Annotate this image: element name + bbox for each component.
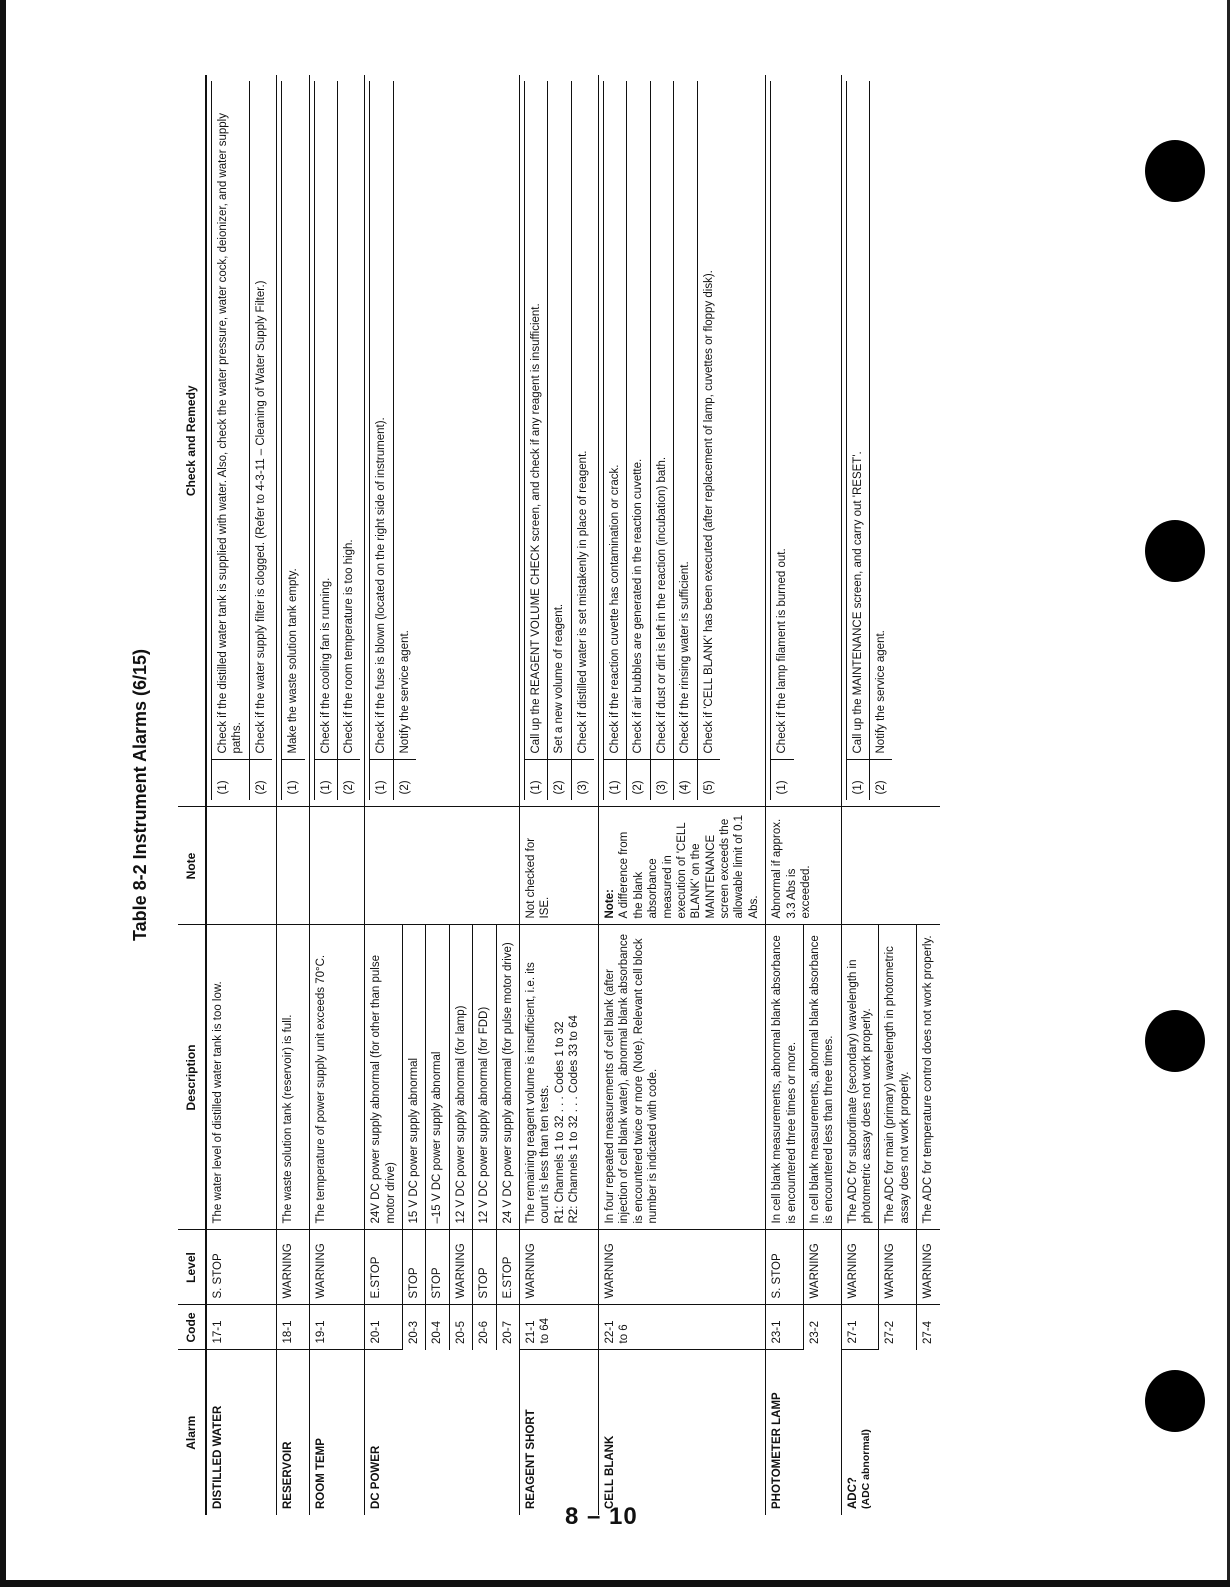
- description-cell: [917, 925, 940, 1230]
- remedy-list: [524, 81, 594, 801]
- table-row: [519, 75, 598, 1515]
- remedy-item: [846, 81, 869, 801]
- note-cell: [599, 807, 766, 925]
- note-cell: [365, 807, 520, 925]
- note-cell: [277, 807, 309, 925]
- alarm-code: 20-4: [431, 1320, 444, 1344]
- code-cell: [206, 1305, 277, 1350]
- alarm-cell: [277, 1350, 309, 1515]
- alarm-table-body: [206, 75, 940, 1515]
- alarm-subname: (ADC abnormal): [860, 1429, 872, 1509]
- note-cell: [519, 807, 598, 925]
- description-line: R2: Channels 1 to 32 . . . Codes 33 to 64: [568, 1015, 580, 1224]
- remedy-number: (1): [370, 760, 393, 801]
- description-cell: [206, 925, 277, 1230]
- alarm-description: The remaining reagent volume is insufficient, i.e. its count is less than ten tests.: [524, 962, 552, 1224]
- remedy-number: (5): [697, 760, 720, 801]
- note-cell: [206, 807, 277, 925]
- remedy-item: [212, 81, 250, 801]
- alarm-level: STOP: [478, 1267, 491, 1299]
- remedy-text: Set a new volume of reagent.: [548, 81, 571, 760]
- level-cell: [365, 1230, 403, 1305]
- alarm-description: The ADC for temperature control does not work properly.: [922, 935, 935, 1224]
- code-cell: [277, 1305, 309, 1350]
- code-cell: [309, 1305, 365, 1350]
- alarm-description: In cell blank measurements, abnormal blank absorbance is encountered less than three times.: [808, 935, 836, 1224]
- table-title: Table 8-2 Instrument Alarms (6/15): [130, 648, 150, 942]
- alarm-description: 12 V DC power supply abnormal (for lamp): [454, 1005, 467, 1224]
- table-row: [766, 75, 804, 1515]
- level-cell: [403, 1230, 426, 1305]
- remedy-number: (1): [604, 760, 627, 801]
- code-cell: [917, 1305, 940, 1350]
- page-number: 8 – 10: [565, 1503, 638, 1530]
- description-cell: [841, 925, 879, 1230]
- remedy-number: (1): [846, 760, 869, 801]
- alarm-description: 24 V DC power supply abnormal (for pulse motor drive): [501, 942, 514, 1224]
- alarm-cell: [599, 1350, 766, 1515]
- alarm-level: WARNING: [604, 1243, 616, 1299]
- remedy-cell: [599, 75, 766, 807]
- alarm-name: PHOTOMETER LAMP: [771, 1392, 784, 1509]
- remedy-cell: [309, 75, 365, 807]
- remedy-text: Check if air bubbles are generated in the reaction cuvette.: [627, 81, 650, 760]
- alarm-code: 20-1: [370, 1320, 383, 1344]
- remedy-text: Check if the lamp filament is burned out.: [771, 81, 794, 760]
- remedy-number: (1): [771, 760, 794, 801]
- alarm-description: The waste solution tank (reservoir) is full.: [282, 1014, 295, 1224]
- description-cell: [473, 925, 496, 1230]
- remedy-item: [393, 81, 416, 801]
- alarm-code: 20-5: [454, 1320, 467, 1344]
- note-text: Abnormal if approx. 3.3 Abs is exceeded.: [771, 818, 812, 919]
- header-code: Code: [178, 1305, 206, 1350]
- binder-hole-4: [1145, 1370, 1205, 1432]
- alarm-level: WARNING: [282, 1243, 295, 1299]
- header-level: Level: [178, 1230, 206, 1305]
- remedy-cell: [766, 75, 842, 807]
- remedy-number: (2): [249, 760, 272, 801]
- level-cell: [599, 1230, 766, 1305]
- remedy-item: [370, 81, 393, 801]
- level-cell: [519, 1230, 598, 1305]
- remedy-text: Make the waste solution tank empty.: [282, 81, 305, 760]
- description-line: R1: Channels 1 to 32 . . . Codes 1 to 32: [553, 1021, 566, 1224]
- table-header-row: [178, 75, 206, 1515]
- remedy-item: [249, 81, 272, 801]
- note-text: A difference from the blank absorbance measured in execution of 'CELL BLANK' on the MAINTENANCE screen exceeds the allowable limit of 0.1 Abs.: [618, 814, 760, 919]
- remedy-number: (2): [627, 760, 650, 801]
- alarm-code: 27-2: [884, 1320, 897, 1344]
- alarm-code: 22-1 to 6: [604, 1320, 631, 1344]
- level-cell: [426, 1230, 449, 1305]
- level-cell: [206, 1230, 277, 1305]
- alarm-name: REAGENT SHORT: [524, 1409, 537, 1509]
- remedy-item: [282, 81, 305, 801]
- level-cell: [841, 1230, 879, 1305]
- alarm-cell: [206, 1350, 277, 1515]
- alarm-level: WARNING: [846, 1243, 859, 1299]
- remedy-item: [314, 81, 337, 801]
- alarm-cell: [365, 1350, 520, 1515]
- note-cell: [841, 807, 939, 925]
- alarm-name: ROOM TEMP: [314, 1438, 327, 1509]
- level-cell: [309, 1230, 365, 1305]
- remedy-number: (2): [337, 760, 360, 801]
- remedy-number: (1): [282, 760, 305, 801]
- alarm-level: WARNING: [922, 1243, 935, 1299]
- code-cell: [449, 1305, 472, 1350]
- level-cell: [917, 1230, 940, 1305]
- alarm-code: 23-2: [808, 1320, 821, 1344]
- remedy-text: Call up the REAGENT VOLUME CHECK screen, and check if any reagent is insufficient.: [524, 81, 547, 760]
- alarm-level: STOP: [431, 1267, 444, 1299]
- remedy-list: [770, 81, 793, 801]
- remedy-cell: [841, 75, 939, 807]
- code-cell: [365, 1305, 403, 1350]
- level-cell: [496, 1230, 519, 1305]
- code-cell: [496, 1305, 519, 1350]
- alarm-code: 20-7: [501, 1320, 514, 1344]
- alarm-code: 23-1: [771, 1320, 784, 1344]
- level-cell: [803, 1230, 841, 1305]
- alarm-level: WARNING: [524, 1243, 537, 1299]
- remedy-text: Check if the rinsing water is sufficient.: [674, 81, 697, 760]
- remedy-item: [870, 81, 893, 801]
- alarm-code: 27-1: [846, 1320, 859, 1344]
- remedy-item: [604, 81, 627, 801]
- remedy-text: Notify the service agent.: [393, 81, 416, 760]
- alarm-description: The ADC for subordinate (secondary) wavelength in photometric assay does not work properly.: [846, 959, 873, 1224]
- header-check-and-remedy: Check and Remedy: [178, 75, 206, 807]
- remedy-item: [571, 81, 594, 801]
- description-cell: [803, 925, 841, 1230]
- remedy-number: (3): [571, 760, 594, 801]
- binder-hole-3: [1145, 1010, 1205, 1072]
- table-row: [309, 75, 365, 1515]
- note-cell: [766, 807, 842, 925]
- description-cell: [449, 925, 472, 1230]
- remedy-item: [627, 81, 650, 801]
- alarm-level: E.STOP: [370, 1256, 383, 1299]
- alarm-cell: [766, 1350, 842, 1515]
- alarm-code: 18-1: [282, 1320, 295, 1344]
- remedy-text: Notify the service agent.: [870, 81, 893, 760]
- header-note: Note: [178, 807, 206, 925]
- remedy-item: [650, 81, 673, 801]
- remedy-text: Check if the reaction cuvette has contamination or crack.: [604, 81, 627, 760]
- alarm-description: The temperature of power supply unit exceeds 70°C.: [314, 954, 327, 1224]
- note-cell: [309, 807, 365, 925]
- alarm-name: DISTILLED WATER: [212, 1405, 224, 1509]
- table-row: [206, 75, 277, 1515]
- remedy-number: (2): [870, 760, 893, 801]
- code-cell: [879, 1305, 917, 1350]
- remedy-cell: [519, 75, 598, 807]
- level-cell: [473, 1230, 496, 1305]
- remedy-cell: [277, 75, 309, 807]
- remedy-number: (4): [674, 760, 697, 801]
- alarm-code: 20-3: [408, 1320, 420, 1344]
- remedy-list: [846, 81, 893, 801]
- remedy-number: (3): [650, 760, 673, 801]
- scan-edge-left: [0, 0, 6, 1587]
- table-row: [599, 75, 766, 1515]
- code-cell: [841, 1305, 879, 1350]
- level-cell: [449, 1230, 472, 1305]
- remedy-number: (2): [548, 760, 571, 801]
- table-row: [841, 75, 879, 1515]
- description-cell: [519, 925, 598, 1230]
- alarm-code: 19-1: [314, 1320, 327, 1344]
- remedy-text: Check if 'CELL BLANK' has been executed (after replacement of lamp, cuvettes or floppy disk).: [697, 81, 720, 760]
- alarm-name: RESERVOIR: [282, 1441, 295, 1509]
- remedy-item: [524, 81, 547, 801]
- alarm-level: WARNING: [808, 1243, 821, 1299]
- alarm-description: –15 V DC power supply abnormal: [431, 1051, 444, 1224]
- table-row: [277, 75, 309, 1515]
- description-cell: [426, 925, 449, 1230]
- alarm-description: 24V DC power supply abnormal (for other than pulse motor drive): [370, 955, 397, 1224]
- code-cell: [473, 1305, 496, 1350]
- description-cell: [277, 925, 309, 1230]
- alarm-level: S. STOP: [212, 1253, 224, 1299]
- remedy-text: Check if the distilled water tank is supplied with water. Also, check the water pressure, water cock, deionizer, and water supply paths.: [212, 81, 250, 760]
- remedy-cell: [206, 75, 277, 807]
- alarm-code: 27-4: [922, 1320, 935, 1344]
- level-cell: [879, 1230, 917, 1305]
- header-alarm: Alarm: [178, 1350, 206, 1515]
- remedy-text: Check if the water supply filter is clogged. (Refer to 4-3-11 – Cleaning of Water Supply Filter.): [249, 81, 272, 760]
- remedy-text: Call up the MAINTENANCE screen, and carry out 'RESET'.: [846, 81, 869, 760]
- remedy-list: [211, 81, 272, 801]
- alarm-description: 15 V DC power supply abnormal: [408, 1057, 420, 1224]
- alarm-code: 21-1 to 64: [524, 1317, 552, 1344]
- description-cell: [365, 925, 403, 1230]
- alarm-description: In four repeated measurements of cell blank (after injection of cell blank water), abnormal blank absorbance is encountered twice or more (Note). Relevant cell block number is indicated with code.: [604, 933, 660, 1224]
- alarm-description: The water level of distilled water tank is too low.: [212, 981, 224, 1224]
- remedy-list: [603, 81, 720, 801]
- level-cell: [766, 1230, 804, 1305]
- alarm-cell: [841, 1350, 939, 1515]
- code-cell: [426, 1305, 449, 1350]
- remedy-item: [674, 81, 697, 801]
- description-cell: [599, 925, 766, 1230]
- description-cell: [766, 925, 804, 1230]
- alarm-cell: [519, 1350, 598, 1515]
- table-row: [365, 75, 403, 1515]
- code-cell: [403, 1305, 426, 1350]
- alarm-cell: [309, 1350, 365, 1515]
- remedy-number: (1): [524, 760, 547, 801]
- alarm-level: WARNING: [314, 1243, 327, 1299]
- code-cell: [519, 1305, 598, 1350]
- remedy-item: [771, 81, 794, 801]
- remedy-text: Check if the fuse is blown (located on the right side of instrument).: [370, 81, 393, 760]
- remedy-list: [369, 81, 416, 801]
- code-cell: [766, 1305, 804, 1350]
- alarm-name: CELL BLANK: [604, 1435, 616, 1509]
- description-cell: [309, 925, 365, 1230]
- alarm-level: S. STOP: [771, 1253, 784, 1299]
- alarm-level: STOP: [408, 1267, 420, 1299]
- remedy-text: Check if dust or dirt is left in the reaction (incubation) bath.: [650, 81, 673, 760]
- level-cell: [277, 1230, 309, 1305]
- description-cell: [403, 925, 426, 1230]
- remedy-number: (2): [393, 760, 416, 801]
- rotated-table-page: [120, 75, 1080, 1515]
- remedy-text: Check if the room temperature is too high.: [337, 81, 360, 760]
- remedy-list: [281, 81, 304, 801]
- note-heading: Note:: [604, 889, 616, 919]
- code-cell: [599, 1305, 766, 1350]
- alarm-name: ADC?: [846, 1477, 859, 1509]
- remedy-text: Check if the cooling fan is running.: [314, 81, 337, 760]
- alarm-table: [178, 75, 940, 1515]
- remedy-item: [548, 81, 571, 801]
- alarm-code: 20-6: [478, 1320, 491, 1344]
- remedy-item: [697, 81, 720, 801]
- binder-hole-2: [1145, 520, 1205, 582]
- header-description: Description: [178, 925, 206, 1230]
- remedy-text: Check if distilled water is set mistakenly in place of reagent.: [571, 81, 594, 760]
- alarm-name: DC POWER: [370, 1445, 383, 1509]
- alarm-description: 12 V DC power supply abnormal (for FDD): [478, 1006, 491, 1224]
- remedy-list: [314, 81, 361, 801]
- alarm-description: In cell blank measurements, abnormal blank absorbance is encountered three times or more.: [771, 935, 798, 1224]
- alarm-level: WARNING: [884, 1243, 897, 1299]
- remedy-number: (1): [212, 760, 250, 801]
- description-cell: [496, 925, 519, 1230]
- code-cell: [803, 1305, 841, 1350]
- note-text: Not checked for ISE.: [524, 837, 552, 919]
- remedy-cell: [365, 75, 520, 807]
- alarm-description: The ADC for main (primary) wavelength in photometric assay does not work properly.: [884, 946, 911, 1224]
- alarm-level: WARNING: [454, 1243, 467, 1299]
- description-cell: [879, 925, 917, 1230]
- remedy-number: (1): [314, 760, 337, 801]
- binder-hole-1: [1145, 140, 1205, 202]
- scan-edge-bottom: [0, 1580, 1230, 1587]
- remedy-item: [337, 81, 360, 801]
- alarm-code: 17-1: [212, 1320, 224, 1344]
- alarm-level: E.STOP: [501, 1256, 514, 1299]
